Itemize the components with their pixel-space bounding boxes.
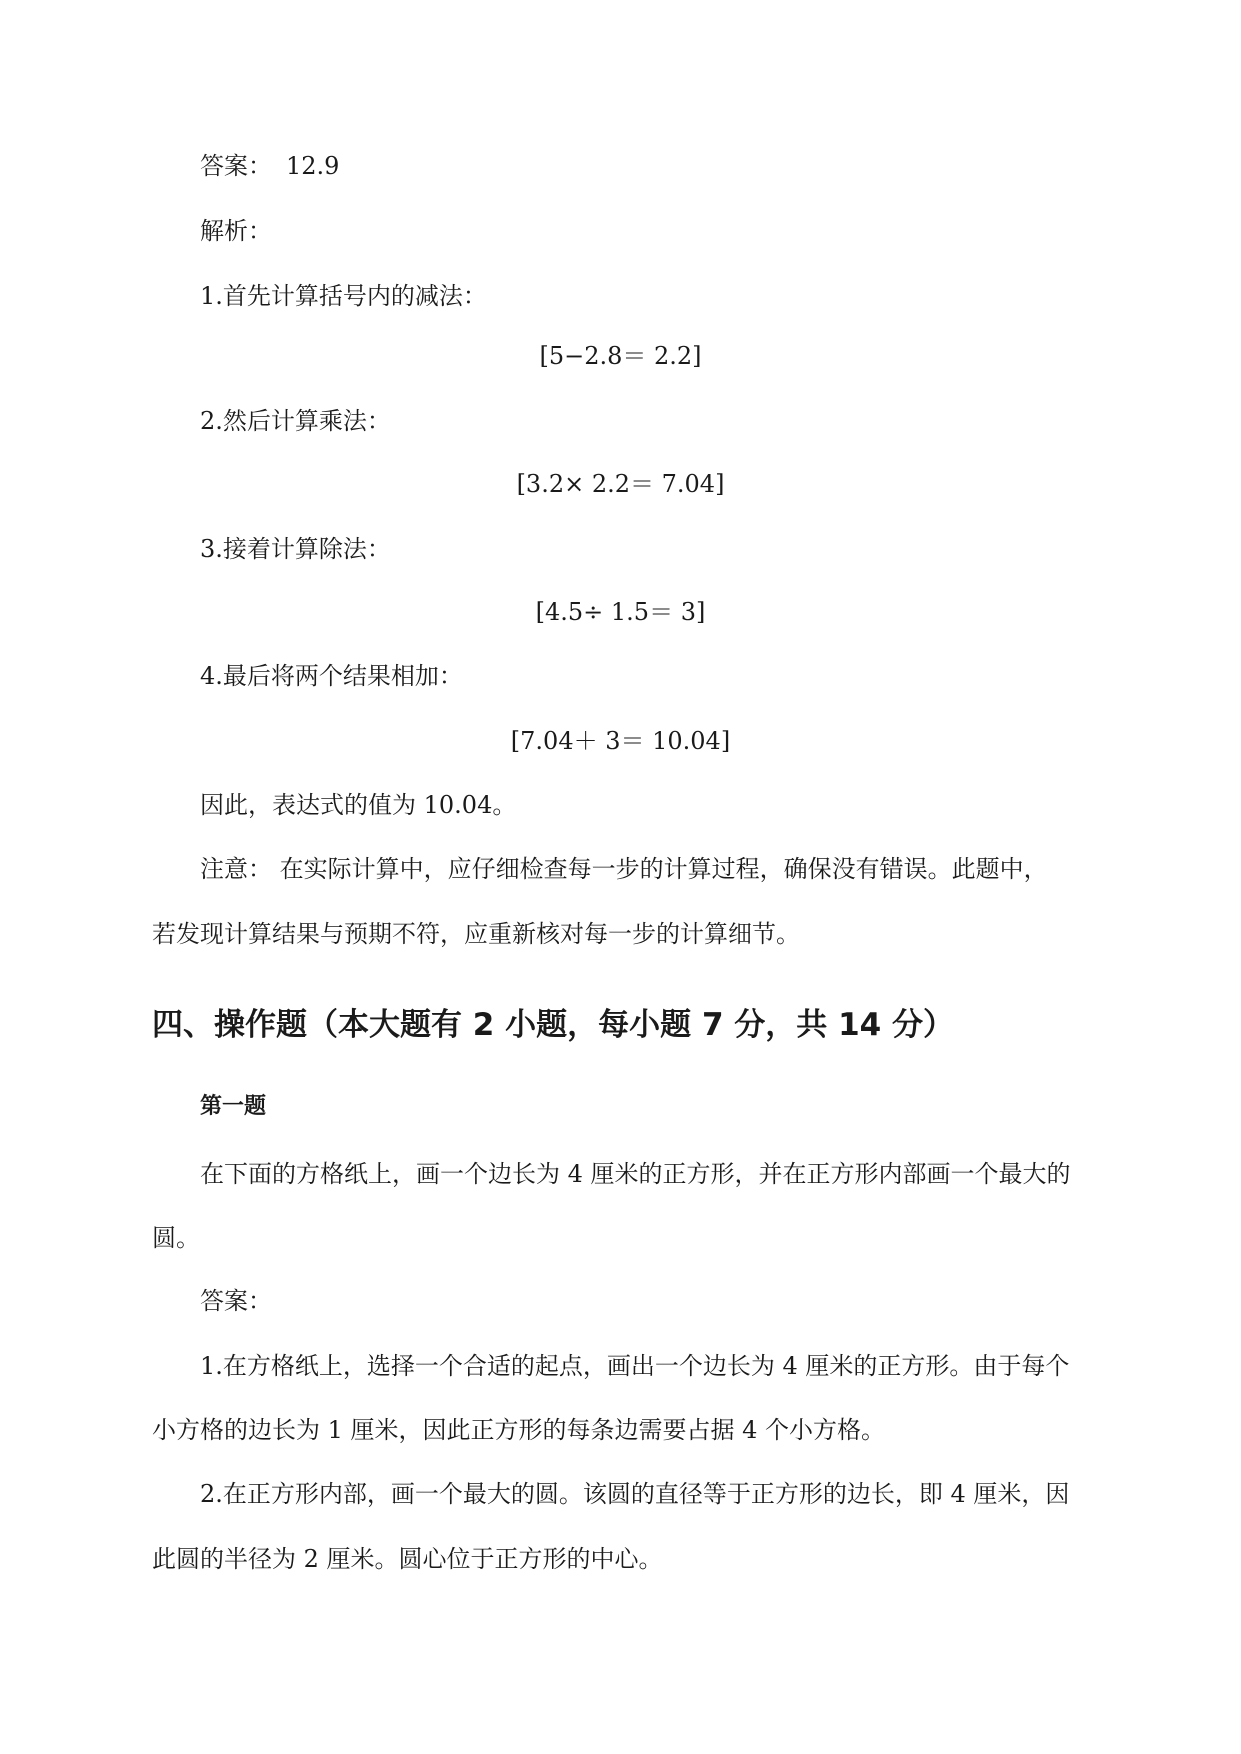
step-1-formula: [5−2.8＝ 2.2] xyxy=(539,342,702,370)
question-1-line-2: 圆。 xyxy=(152,1224,200,1252)
question-1-line-1: 在下面的方格纸上，画一个边长为 4 厘米的正方形，并在正方形内部画一个最大的 xyxy=(200,1160,1071,1188)
conclusion-text: 因此，表达式的值为 10.04。 xyxy=(200,791,517,819)
analysis-label: 解析： xyxy=(200,217,272,245)
step-2-text: 2.然后计算乘法： xyxy=(200,407,391,435)
question-1-title: 第一题 xyxy=(200,1094,267,1119)
step-3-formula: [4.5÷ 1.5＝ 3] xyxy=(535,598,706,626)
step-3-text: 3.接着计算除法： xyxy=(200,535,391,563)
step-4-text: 4.最后将两个结果相加： xyxy=(200,662,463,690)
step-4-formula: [7.04＋ 3＝ 10.04] xyxy=(510,727,731,755)
answer-value: 12.9 xyxy=(286,152,340,180)
answer-step-1-line-1: 1.在方格纸上，选择一个合适的起点，画出一个边长为 4 厘米的正方形。由于每个 xyxy=(200,1352,1070,1380)
step-1-text: 1.首先计算括号内的减法： xyxy=(200,282,487,310)
note-line-2: 若发现计算结果与预期不符，应重新核对每一步的计算细节。 xyxy=(152,920,800,948)
step-2-formula: [3.2× 2.2＝ 7.04] xyxy=(516,470,725,498)
answer-step-2-line-1: 2.在正方形内部，画一个最大的圆。该圆的直径等于正方形的边长，即 4 厘米，因 xyxy=(200,1480,1070,1508)
note-line-1: 注意： 在实际计算中，应仔细检查每一步的计算过程，确保没有错误。此题中， xyxy=(200,855,1048,883)
answer-line xyxy=(200,150,339,182)
answer-step-1-line-2: 小方格的边长为 1 厘米，因此正方形的每条边需要占据 4 个小方格。 xyxy=(152,1416,886,1444)
section-4-heading: 四、操作题（本大题有 2 小题，每小题 7 分，共 14 分） xyxy=(152,1007,955,1043)
question-1-answer-label: 答案： xyxy=(200,1287,272,1315)
answer-step-2-line-2: 此圆的半径为 2 厘米。圆心位于正方形的中心。 xyxy=(152,1545,663,1573)
answer-label: 答案： xyxy=(200,152,272,180)
